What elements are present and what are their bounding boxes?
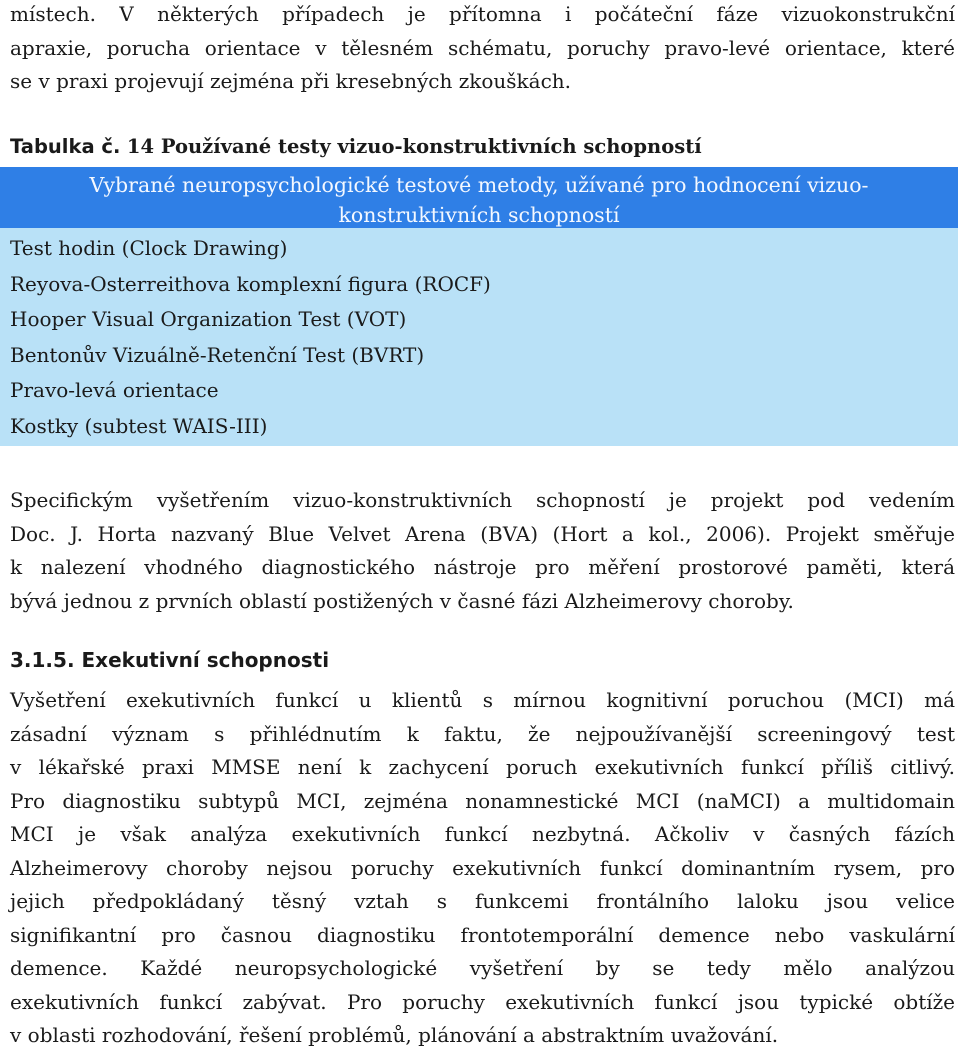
text-line: Doc. J. Horta nazvaný Blue Velvet Arena (BVA) (Hort a kol., 2006). Projekt směřuje xyxy=(10,521,955,546)
executive-paragraph xyxy=(10,684,955,1053)
table-row: Kostky (subtest WAIS-III) xyxy=(10,413,268,438)
text-line: signifikantní pro časnou diagnostiku frontotemporální demence nebo vaskulární xyxy=(10,922,955,947)
text-line: bývá jednou z prvních oblastí postižených v časné fázi Alzheimerovy choroby. xyxy=(10,588,794,613)
table-row: Hooper Visual Organization Test (VOT) xyxy=(10,307,407,331)
text-line: místech. V některých případech je přítomna i počáteční fáze vizuokonstrukční xyxy=(10,2,955,26)
tests-table xyxy=(0,167,958,446)
table-row: Pravo-levá orientace xyxy=(10,378,219,402)
table-row: Bentonův Vizuálně-Retenční Test (BVRT) xyxy=(10,342,425,367)
section-number: 3.1.5. xyxy=(10,648,75,672)
text-line: Alzheimerovy choroby nejsou poruchy exekutivních funkcí dominantním rysem, pro xyxy=(10,855,955,880)
text-line: demence. Každé neuropsychologické vyšetření by se tedy mělo analýzou xyxy=(10,956,955,980)
table-header-line: konstruktivních schopností xyxy=(338,203,620,227)
table-caption-label: Tabulka č. xyxy=(10,135,121,158)
text-line: zásadní význam s přihlédnutím k faktu, že nejpoužívanější screeningový test xyxy=(10,721,955,746)
text-line: Pro diagnostiku subtypů MCI, zejména nonamnestické MCI (naMCI) a multidomain xyxy=(10,788,955,813)
text-line: v lékařské praxi MMSE není k zachycení poruch exekutivních funkcí příliš citlivý. xyxy=(10,755,955,779)
table-caption xyxy=(10,131,702,162)
section-heading xyxy=(10,645,955,675)
text-line: k nalezení vhodného diagnostického nástroje pro měření prostorové paměti, která xyxy=(10,555,955,579)
table-row: Test hodin (Clock Drawing) xyxy=(10,236,288,260)
table-caption-text: 14 Používané testy vizuo-konstruktivních schopností xyxy=(126,135,702,158)
table-header xyxy=(0,167,958,228)
text-line: v oblasti rozhodování, řešení problémů, plánování a abstraktním uvažování. xyxy=(10,1023,779,1047)
text-line: Vyšetření exekutivních funkcí u klientů s mírnou kognitivní poruchou (MCI) má xyxy=(10,688,955,712)
text-line: exekutivních funkcí zabývat. Pro poruchy exekutivních funkcí jsou typické obtíže xyxy=(10,989,955,1014)
text-line: MCI je však analýza exekutivních funkcí nezbytná. Ačkoliv v časných fázích xyxy=(10,822,955,846)
bva-paragraph xyxy=(10,484,955,618)
table-row: Reyova-Osterreithova komplexní figura (ROCF) xyxy=(10,271,491,296)
text-line: se v praxi projevují zejména při kresebných zkouškách. xyxy=(10,69,572,93)
table-header-line: Vybrané neuropsychologické testové metody, užívané pro hodnocení vizuo- xyxy=(89,173,869,197)
text-line: jejich předpokládaný těsný vztah s funkcemi frontálního laloku jsou velice xyxy=(10,889,955,913)
text-line: Specifickým vyšetřením vizuo-konstruktivních schopností je projekt pod vedením xyxy=(10,488,955,512)
table-body xyxy=(0,228,958,446)
section-title: Exekutivní schopnosti xyxy=(81,648,330,672)
text-line: apraxie, porucha orientace v tělesném schématu, poruchy pravo-levé orientace, které xyxy=(10,35,955,60)
intro-paragraph xyxy=(10,0,955,99)
